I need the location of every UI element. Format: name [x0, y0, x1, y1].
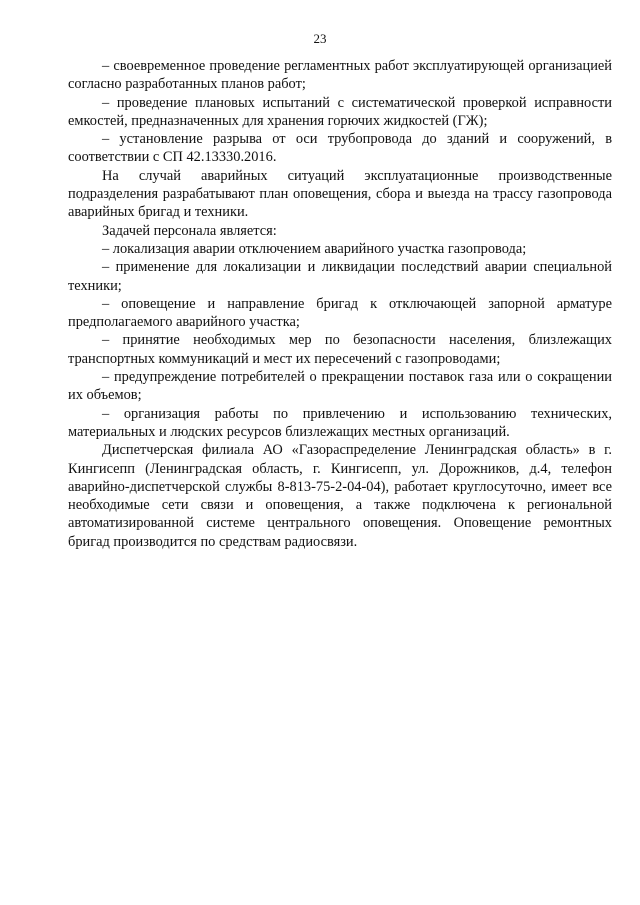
page-number: 23 — [313, 31, 327, 46]
paragraph-dispatch-service: Диспетчерская филиала АО «Газораспределение Ленинградская область» в г. Кингисепп (Ленинградская область, г. Кингисепп, ул. Дорожников, д.4, телефон аварийно-диспетчерской службы 8-813-75-2-04-04), работает круглосуточно, имеет все необходимые сети связи и оповещения, а также подключена к региональной автоматизированной системе центрального оповещения. Оповещение ремонтных бригад производится по средствам радиосвязи. — [68, 442, 612, 550]
list-item-scheduled-maintenance: – своевременное проведение регламентных работ эксплуатирующей организацией согласно разработанных планов работ; — [68, 58, 612, 93]
list-item-resource-involvement: – организация работы по привлечению и использованию технических, материальных и людских ресурсов близлежащих местных организаций. — [68, 405, 612, 440]
document-body — [68, 57, 612, 551]
list-item-population-safety: – принятие необходимых мер по безопасности населения, близлежащих транспортных коммуникаций и мест их пересечений с газопроводами; — [68, 332, 612, 367]
list-item-localization: – локализация аварии отключением аварийного участка газопровода; — [102, 240, 527, 257]
list-item-special-equipment: – применение для локализации и ликвидации последствий аварии специальной техники; — [68, 259, 612, 294]
paragraph-emergency-plan: На случай аварийных ситуаций эксплуатационные производственные подразделения разрабатывают план оповещения, сбора и выезда на трассу газопровода аварийных бригад и техники. — [68, 167, 612, 221]
list-item-planned-tests: – проведение плановых испытаний с систематической проверкой исправности емкостей, предназначенных для хранения горючих жидкостей (ГЖ); — [68, 94, 612, 129]
list-item-consumer-warning: – предупреждение потребителей о прекращении поставок газа или о сокращении их объемов; — [68, 369, 612, 404]
list-item-brigade-notification: – оповещение и направление бригад к отключающей запорной арматуре предполагаемого аварийного участка; — [68, 295, 612, 331]
list-item-pipeline-distance: – установление разрыва от оси трубопровода до зданий и сооружений, в соответствии с СП 42.13330.2016. — [68, 131, 612, 166]
paragraph-personnel-tasks-heading: Задачей персонала является: — [102, 222, 277, 239]
